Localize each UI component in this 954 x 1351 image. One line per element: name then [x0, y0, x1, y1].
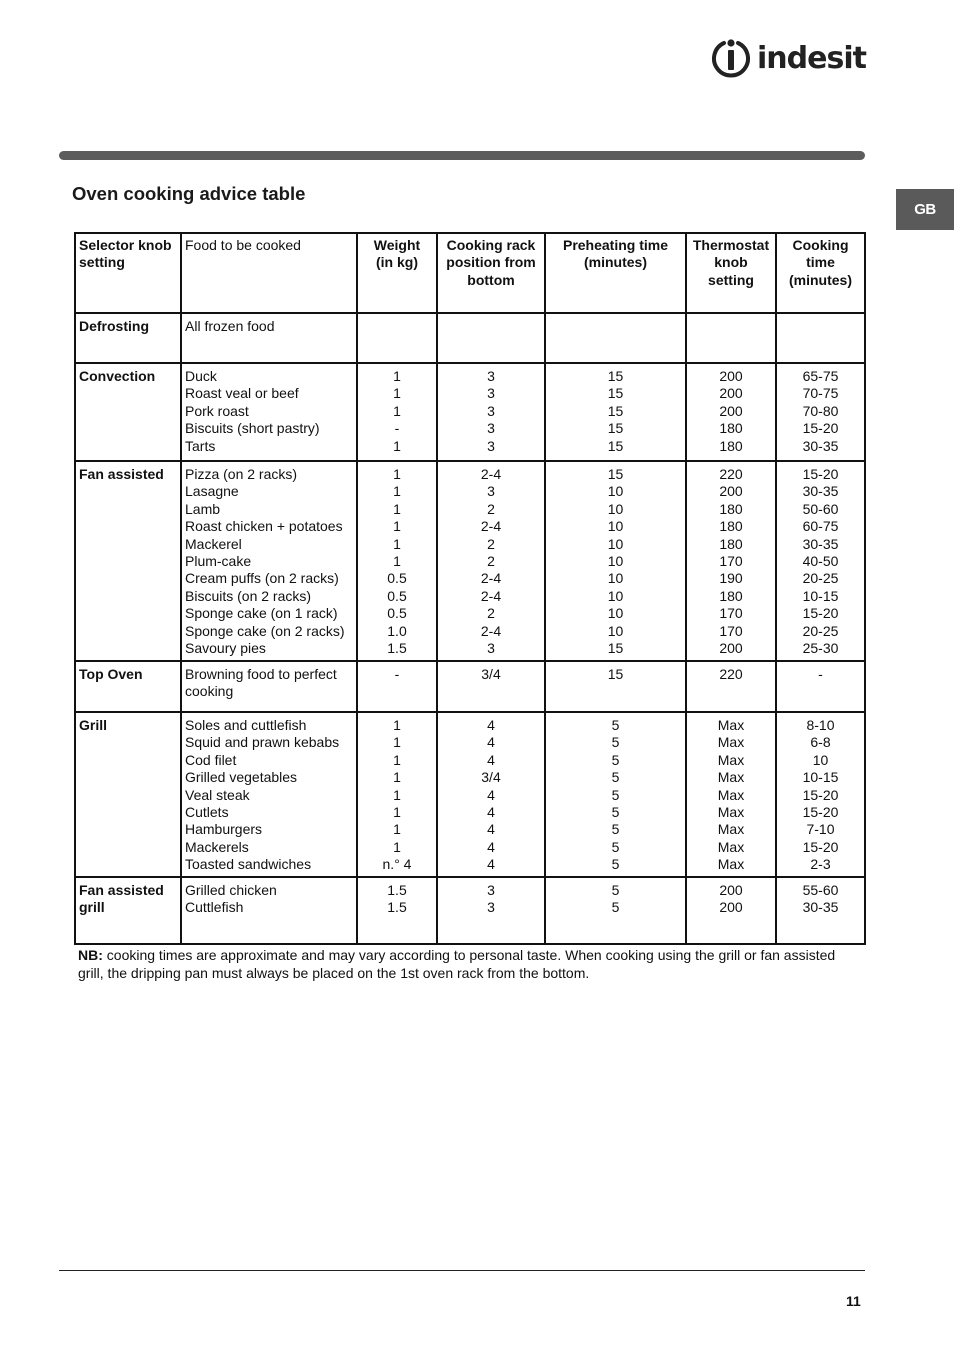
selector-cell-line: Grill	[79, 717, 108, 733]
rack-cell-line: 3	[487, 882, 495, 898]
weight-cell-line: 1	[393, 535, 401, 552]
cooking-note	[78, 946, 838, 982]
weight-cell-line: 1	[393, 553, 401, 570]
preheat-cell-line: 5	[611, 769, 620, 786]
rack-cell-line: 4	[487, 734, 495, 751]
thermostat-cell-line: 200	[719, 483, 743, 500]
preheat-cell	[545, 712, 686, 877]
thermostat-cell-line: 200	[719, 640, 743, 657]
header-cell-selector-line: Selector knob	[79, 237, 172, 253]
preheat-cell-line: 5	[611, 838, 620, 855]
food-cell-line: Roast chicken + potatoes	[185, 518, 343, 535]
thermostat-cell-line: Max	[717, 856, 745, 873]
table-row	[75, 661, 865, 712]
header-cell-food-line: Food to be cooked	[185, 237, 301, 253]
time-cell	[776, 461, 865, 661]
food-cell-line: Tarts	[185, 437, 216, 454]
time-cell-line: 7-10	[806, 821, 835, 838]
rack-cell	[437, 661, 545, 712]
food-cell-line: Toasted sandwiches	[185, 856, 312, 873]
note-text: cooking times are approximate and may vary according to personal taste. When cooking using the grill or fan assisted grill, the dripping pan must always be placed on the 1st oven rack from the bottom.	[78, 947, 836, 981]
time-cell-line: 2-3	[810, 856, 831, 873]
preheat-cell-line: 15	[607, 368, 624, 384]
rack-cell-line: 3/4	[481, 666, 501, 682]
thermostat-cell-line: 190	[719, 570, 743, 587]
preheat-cell-line: 15	[607, 420, 624, 437]
time-cell-line: 10	[812, 751, 829, 768]
weight-cell	[357, 313, 437, 363]
oven-cooking-advice-table	[74, 232, 866, 945]
rack-cell-line: 4	[487, 856, 495, 873]
thermostat-cell-line: 170	[719, 553, 743, 570]
preheat-cell-line: 5	[611, 882, 620, 898]
rack-cell-line: 3/4	[481, 769, 501, 786]
preheat-cell-line: 5	[611, 899, 620, 916]
preheat-cell-line: 5	[611, 751, 620, 768]
weight-cell-line: 0.5	[387, 570, 407, 587]
selector-cell	[75, 313, 181, 363]
preheat-cell-line: 10	[607, 483, 624, 500]
food-cell-line: Biscuits (short pastry)	[185, 420, 320, 437]
food-cell-line: Pork roast	[185, 402, 249, 419]
food-cell-line: Sponge cake (on 1 rack)	[185, 605, 338, 622]
header-cell-thermostat	[686, 233, 776, 313]
rack-cell	[437, 877, 545, 944]
rack-cell-line: 3	[487, 368, 495, 384]
thermostat-cell-line: 200	[719, 368, 743, 384]
time-cell-line: 70-80	[802, 402, 839, 419]
time-cell-line: 70-75	[802, 385, 839, 402]
time-cell	[776, 712, 865, 877]
rack-cell-line: 2-4	[480, 622, 502, 639]
rack-cell	[437, 461, 545, 661]
header-cell-thermostat-line: knob	[714, 254, 748, 271]
time-cell-line: 15-20	[802, 420, 839, 437]
thermostat-cell-line: Max	[717, 769, 745, 786]
rack-cell-line: 2	[487, 605, 495, 622]
food-cell-line: Hamburgers	[185, 821, 263, 838]
thermostat-cell-line: 180	[719, 587, 743, 604]
header-cell-food	[181, 233, 357, 313]
time-cell	[776, 363, 865, 461]
header-cell-thermostat-line: setting	[708, 271, 754, 288]
weight-cell	[357, 712, 437, 877]
food-cell-line: Sponge cake (on 2 racks)	[185, 622, 345, 639]
thermostat-cell-line: 180	[719, 518, 743, 535]
thermostat-cell-line: 170	[719, 605, 743, 622]
header-cell-preheat-line: Preheating time	[562, 237, 669, 253]
rack-cell-line: 3	[487, 385, 495, 402]
thermostat-cell-line: Max	[717, 838, 745, 855]
header-cell-rack-line: Cooking rack	[446, 237, 536, 253]
rack-cell-line: 3	[487, 437, 495, 454]
food-cell-line: Grilled chicken	[185, 882, 277, 898]
table-row	[75, 712, 865, 877]
food-cell-line: Browning food to perfect	[185, 666, 337, 682]
header-cell-rack-line: position from	[446, 254, 536, 271]
time-cell-line: 10-15	[802, 587, 839, 604]
weight-cell-line: -	[394, 420, 400, 437]
food-cell-line: Soles and cuttlefish	[185, 717, 307, 733]
food-cell-line: Roast veal or beef	[185, 385, 299, 402]
weight-cell-line: 1	[393, 786, 401, 803]
selector-cell	[75, 363, 181, 461]
time-cell-line: 30-35	[802, 899, 839, 916]
thermostat-cell	[686, 661, 776, 712]
time-cell-line: 10-15	[802, 769, 839, 786]
thermostat-cell-line: 180	[719, 420, 743, 437]
weight-cell-line: 1	[393, 466, 401, 482]
header-cell-selector	[75, 233, 181, 313]
selector-cell	[75, 661, 181, 712]
time-cell-line: 50-60	[802, 500, 839, 517]
food-cell-line: Biscuits (on 2 racks)	[185, 587, 312, 604]
time-cell-line: 55-60	[802, 882, 839, 898]
food-cell-line: Savoury pies	[185, 640, 266, 657]
rack-cell-line: 2-4	[480, 570, 502, 587]
rack-cell-line: 4	[487, 786, 495, 803]
time-cell-line: 60-75	[802, 518, 839, 535]
time-cell	[776, 661, 865, 712]
weight-cell-line: 1	[393, 500, 401, 517]
food-cell-line: Cuttlefish	[185, 899, 244, 916]
selector-cell	[75, 461, 181, 661]
thermostat-cell-line: 200	[719, 385, 743, 402]
selector-cell-line: Fan assisted	[79, 882, 164, 898]
food-cell-line: cooking	[185, 683, 234, 700]
header-cell-time-line: Cooking	[792, 237, 849, 253]
preheat-cell-line: 5	[611, 804, 620, 821]
table-row	[75, 461, 865, 661]
thermostat-cell-line: Max	[717, 734, 745, 751]
selector-cell-line: grill	[79, 899, 105, 916]
preheat-cell	[545, 313, 686, 363]
selector-cell-line: Top Oven	[79, 666, 143, 682]
indesit-logo	[711, 36, 866, 82]
weight-cell-line: 1	[393, 385, 401, 402]
brand-name: indesit	[757, 41, 866, 76]
thermostat-cell-line: Max	[717, 786, 745, 803]
weight-cell-line: n.° 4	[382, 856, 412, 873]
weight-cell-line: 1	[393, 734, 401, 751]
rack-cell-line: 3	[487, 483, 495, 500]
rack-cell-line: 2-4	[480, 518, 502, 535]
header-cell-time-line: (minutes)	[789, 271, 852, 288]
rack-cell-line: 2	[487, 500, 495, 517]
preheat-cell-line: 10	[607, 535, 624, 552]
food-cell-line: Cream puffs (on 2 racks)	[185, 570, 339, 587]
rack-cell-line: 3	[487, 420, 495, 437]
selector-cell	[75, 712, 181, 877]
preheat-cell-line: 5	[611, 717, 620, 733]
time-cell-line: 25-30	[802, 640, 839, 657]
header-cell-preheat-line: (minutes)	[584, 254, 647, 271]
food-cell	[181, 313, 357, 363]
food-cell-line: Cutlets	[185, 804, 229, 821]
food-cell-line: Cod filet	[185, 751, 237, 768]
food-cell-line: Mackerels	[185, 838, 249, 855]
top-divider-bar	[59, 151, 865, 160]
food-cell-line: Veal steak	[185, 786, 250, 803]
food-cell-line: Grilled vegetables	[185, 769, 298, 786]
rack-cell	[437, 712, 545, 877]
thermostat-cell-line: 200	[719, 899, 743, 916]
header-cell-preheat	[545, 233, 686, 313]
weight-cell-line: 1	[393, 821, 401, 838]
weight-cell-line: 1	[393, 368, 401, 384]
rack-cell-line: 3	[487, 640, 495, 657]
time-cell-line: 15-20	[802, 605, 839, 622]
time-cell	[776, 877, 865, 944]
food-cell-line: Squid and prawn kebabs	[185, 734, 340, 751]
rack-cell-line: 2	[487, 535, 495, 552]
preheat-cell-line: 5	[611, 821, 620, 838]
selector-cell-line: Fan assisted	[79, 466, 164, 482]
weight-cell	[357, 461, 437, 661]
thermostat-cell-line: Max	[717, 804, 745, 821]
preheat-cell-line: 15	[607, 666, 624, 682]
table-row	[75, 877, 865, 944]
preheat-cell-line: 15	[607, 385, 624, 402]
weight-cell	[357, 363, 437, 461]
preheat-cell-line: 15	[607, 437, 624, 454]
food-cell	[181, 461, 357, 661]
bottom-divider	[59, 1270, 865, 1271]
preheat-cell-line: 5	[611, 786, 620, 803]
selector-cell	[75, 877, 181, 944]
weight-cell	[357, 877, 437, 944]
rack-cell-line: 4	[487, 821, 495, 838]
weight-cell-line: 1	[393, 483, 401, 500]
header-cell-time-line: time	[806, 254, 835, 271]
thermostat-cell-line: 200	[719, 882, 743, 898]
rack-cell	[437, 363, 545, 461]
weight-cell-line: 1	[393, 838, 401, 855]
weight-cell-line: 1	[393, 717, 401, 733]
thermostat-cell-line: 220	[719, 466, 743, 482]
time-cell-line: 30-35	[802, 437, 839, 454]
preheat-cell-line: 15	[607, 466, 624, 482]
weight-cell-line: 1	[393, 769, 401, 786]
thermostat-cell-line: 180	[719, 437, 743, 454]
time-cell-line: 40-50	[802, 553, 839, 570]
time-cell-line: 15-20	[802, 466, 839, 482]
time-cell-line: 15-20	[802, 838, 839, 855]
thermostat-cell-line: Max	[717, 717, 745, 733]
preheat-cell-line: 10	[607, 605, 624, 622]
food-cell-line: Plum-cake	[185, 553, 252, 570]
food-cell	[181, 712, 357, 877]
preheat-cell-line: 10	[607, 518, 624, 535]
header-cell-weight-line: (in kg)	[376, 254, 418, 271]
header-cell-selector-line: setting	[79, 254, 125, 271]
food-cell-line: Lamb	[185, 500, 221, 517]
indesit-i-icon	[711, 37, 751, 81]
food-cell-line: All frozen food	[185, 318, 275, 334]
header-cell-time	[776, 233, 865, 313]
thermostat-cell	[686, 363, 776, 461]
weight-cell-line: 0.5	[387, 587, 407, 604]
weight-cell-line: 1.5	[387, 640, 407, 657]
rack-cell-line: 2	[487, 553, 495, 570]
food-cell-line: Lasagne	[185, 483, 239, 500]
thermostat-cell-line: 170	[719, 622, 743, 639]
food-cell-line: Duck	[185, 368, 217, 384]
time-cell-line: 30-35	[802, 483, 839, 500]
thermostat-cell-line: 200	[719, 402, 743, 419]
weight-cell-line: 1	[393, 437, 401, 454]
preheat-cell-line: 10	[607, 553, 624, 570]
food-cell-line: Mackerel	[185, 535, 242, 552]
preheat-cell-line: 10	[607, 570, 624, 587]
weight-cell-line: 1.5	[387, 899, 407, 916]
selector-cell-line: Convection	[79, 368, 156, 384]
rack-cell-line: 4	[487, 717, 495, 733]
thermostat-cell	[686, 712, 776, 877]
time-cell-line: -	[818, 666, 823, 682]
food-cell-line: Pizza (on 2 racks)	[185, 466, 298, 482]
thermostat-cell-line: 180	[719, 500, 743, 517]
rack-cell-line: 4	[487, 838, 495, 855]
preheat-cell	[545, 661, 686, 712]
preheat-cell-line: 10	[607, 587, 624, 604]
time-cell	[776, 313, 865, 363]
language-tab-label: GB	[914, 201, 936, 218]
thermostat-cell	[686, 313, 776, 363]
time-cell-line: 30-35	[802, 535, 839, 552]
rack-cell-line: 4	[487, 804, 495, 821]
page-number: 11	[846, 1293, 861, 1309]
weight-cell-line: 1	[393, 804, 401, 821]
time-cell-line: 15-20	[802, 804, 839, 821]
weight-cell-line: 0.5	[387, 605, 407, 622]
food-cell	[181, 661, 357, 712]
header-cell-weight	[357, 233, 437, 313]
weight-cell-line: 1	[393, 751, 401, 768]
thermostat-cell-line: Max	[717, 751, 745, 768]
table-row	[75, 363, 865, 461]
time-cell-line: 6-8	[810, 734, 831, 751]
rack-cell-line: 3	[487, 899, 495, 916]
language-tab-gb[interactable]	[896, 189, 954, 230]
weight-cell-line: 1	[393, 518, 401, 535]
food-cell	[181, 877, 357, 944]
weight-cell-line: -	[394, 666, 400, 682]
preheat-cell	[545, 363, 686, 461]
thermostat-cell	[686, 877, 776, 944]
time-cell-line: 20-25	[802, 622, 839, 639]
preheat-cell-line: 5	[611, 734, 620, 751]
selector-cell-line: Defrosting	[79, 318, 149, 334]
preheat-cell	[545, 877, 686, 944]
preheat-cell-line: 10	[607, 500, 624, 517]
header-cell-weight-line: Weight	[373, 237, 421, 253]
thermostat-cell-line: 220	[719, 666, 743, 682]
preheat-cell-line: 5	[611, 856, 620, 873]
header-cell-thermostat-line: Thermostat	[692, 237, 770, 253]
food-cell	[181, 363, 357, 461]
preheat-cell-line: 10	[607, 622, 624, 639]
time-cell-line: 20-25	[802, 570, 839, 587]
preheat-cell	[545, 461, 686, 661]
preheat-cell-line: 15	[607, 640, 624, 657]
header-cell-rack	[437, 233, 545, 313]
header-cell-rack-line: bottom	[467, 271, 515, 288]
weight-cell-line: 1	[393, 402, 401, 419]
weight-cell	[357, 661, 437, 712]
thermostat-cell-line: 180	[719, 535, 743, 552]
thermostat-cell	[686, 461, 776, 661]
weight-cell-line: 1.5	[387, 882, 407, 898]
rack-cell	[437, 313, 545, 363]
table-row	[75, 313, 865, 363]
page-title: Oven cooking advice table	[72, 183, 306, 204]
preheat-cell-line: 15	[607, 402, 624, 419]
time-cell-line: 8-10	[806, 717, 835, 733]
thermostat-cell-line: Max	[717, 821, 745, 838]
weight-cell-line: 1.0	[387, 622, 407, 639]
rack-cell-line: 2-4	[480, 587, 502, 604]
rack-cell-line: 2-4	[480, 466, 502, 482]
time-cell-line: 15-20	[802, 786, 839, 803]
time-cell-line: 65-75	[802, 368, 839, 384]
table-header-row	[75, 233, 865, 313]
rack-cell-line: 3	[487, 402, 495, 419]
rack-cell-line: 4	[487, 751, 495, 768]
note-label: NB:	[78, 947, 103, 963]
